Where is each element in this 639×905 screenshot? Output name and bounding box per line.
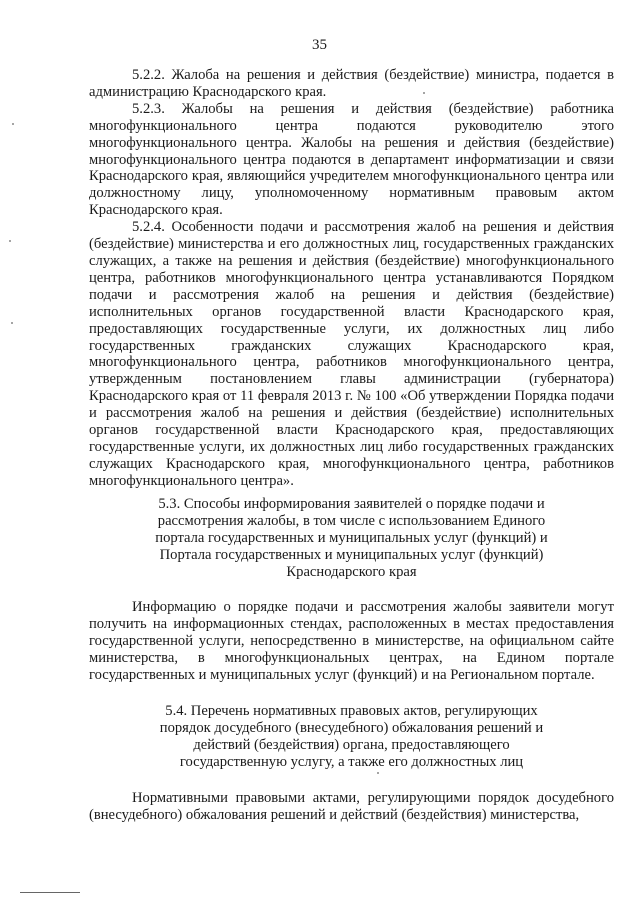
paragraph-5-2-3: 5.2.3. Жалобы на решения и действия (бездействие) работника многофункционального центра подаются руководителю этого многофункционального центра. Жалобы на решения и действия (бездействие) многофункционального центра подаются в департамент информатизации и связи Краснодарского края, являющийся учредителем многофункционального центра или должностному лицу, уполномоченному нормативным правовым актом Краснодарского края. [89,100,614,219]
scan-speck [9,240,11,242]
scan-speck [12,123,14,125]
heading-5-4-line: действий (бездействия) органа, предоставляющего [193,737,510,753]
scan-edge-line [20,892,80,893]
section-5-3-body [89,599,614,684]
heading-5-3-line: портала государственных и муниципальных услуг (функций) и [155,530,548,546]
heading-5-4-line: 5.4. Перечень нормативных правовых актов, регулирующих [165,703,538,719]
paragraph-5-2-2: 5.2.2. Жалоба на решения и действия (бездействие) министра, подается в администрацию Краснодарского края. [89,67,614,100]
page-number: 35 [312,37,327,53]
paragraph-5-2-4: 5.2.4. Особенности подачи и рассмотрения жалоб на решения и действия (бездействие) министерства и его должностных лиц, государственных гражданских служащих, а также на решения и действия (бездействие) многофункционального центра, работников многофункционального центра устанавливаются Порядком подачи и рассмотрения жалоб на решения и действия (бездействие) исполнительных органов государственной власти Краснодарского края, предоставляющих государственные услуги, их должностных лиц либо государственных гражданских служащих Краснодарского края, многофункционального центра, работников многофункционального центра, утвержденным постановлением главы администрации (губернатора) Краснодарского края от 11 февраля 2013 г. № 100 «Об утверждении Порядка подачи и рассмотрения жалоб на решения и действия (бездействие) исполнительных органов государственной власти Краснодарского края, предоставляющих государственные услуги, их должностных лиц либо государственных гражданских служащих Краснодарского края, многофункционального центра, работников многофункционального центра». [89,219,614,489]
heading-5-4-line: государственную услугу, а также его должностных лиц [179,754,524,770]
section-5-4-body [89,790,614,824]
heading-5-3 [89,496,614,581]
paragraph-5-3: Информацию о порядке подачи и рассмотрения жалобы заявители могут получить на информационных стендах, расположенных в местах предоставления государственной услуги, непосредственно в министерстве, на официальном сайте министерства, в многофункциональных центрах, на Едином портале государственных и муниципальных услуг (функций) и на Региональном портале. [89,599,614,683]
heading-5-3-line: рассмотрения жалобы, в том числе с использованием Единого [157,513,546,529]
scan-speck [377,772,379,774]
heading-5-3-line: Краснодарского края [286,564,417,580]
paragraph-5-4: Нормативными правовыми актами, регулирующими порядок досудебного (внесудебного) обжалования решений и действий (бездействия) министерства, [89,790,614,823]
section-5-2-paragraphs [89,67,614,490]
scan-speck [423,92,425,94]
heading-5-4-line: порядок досудебного (внесудебного) обжалования решений и [159,720,544,736]
heading-5-3-line: Портала государственных и муниципальных услуг (функций) [159,547,544,563]
heading-5-3-line: 5.3. Способы информирования заявителей о порядке подачи и [158,496,545,512]
scan-speck [11,322,13,324]
heading-5-4 [89,703,614,771]
